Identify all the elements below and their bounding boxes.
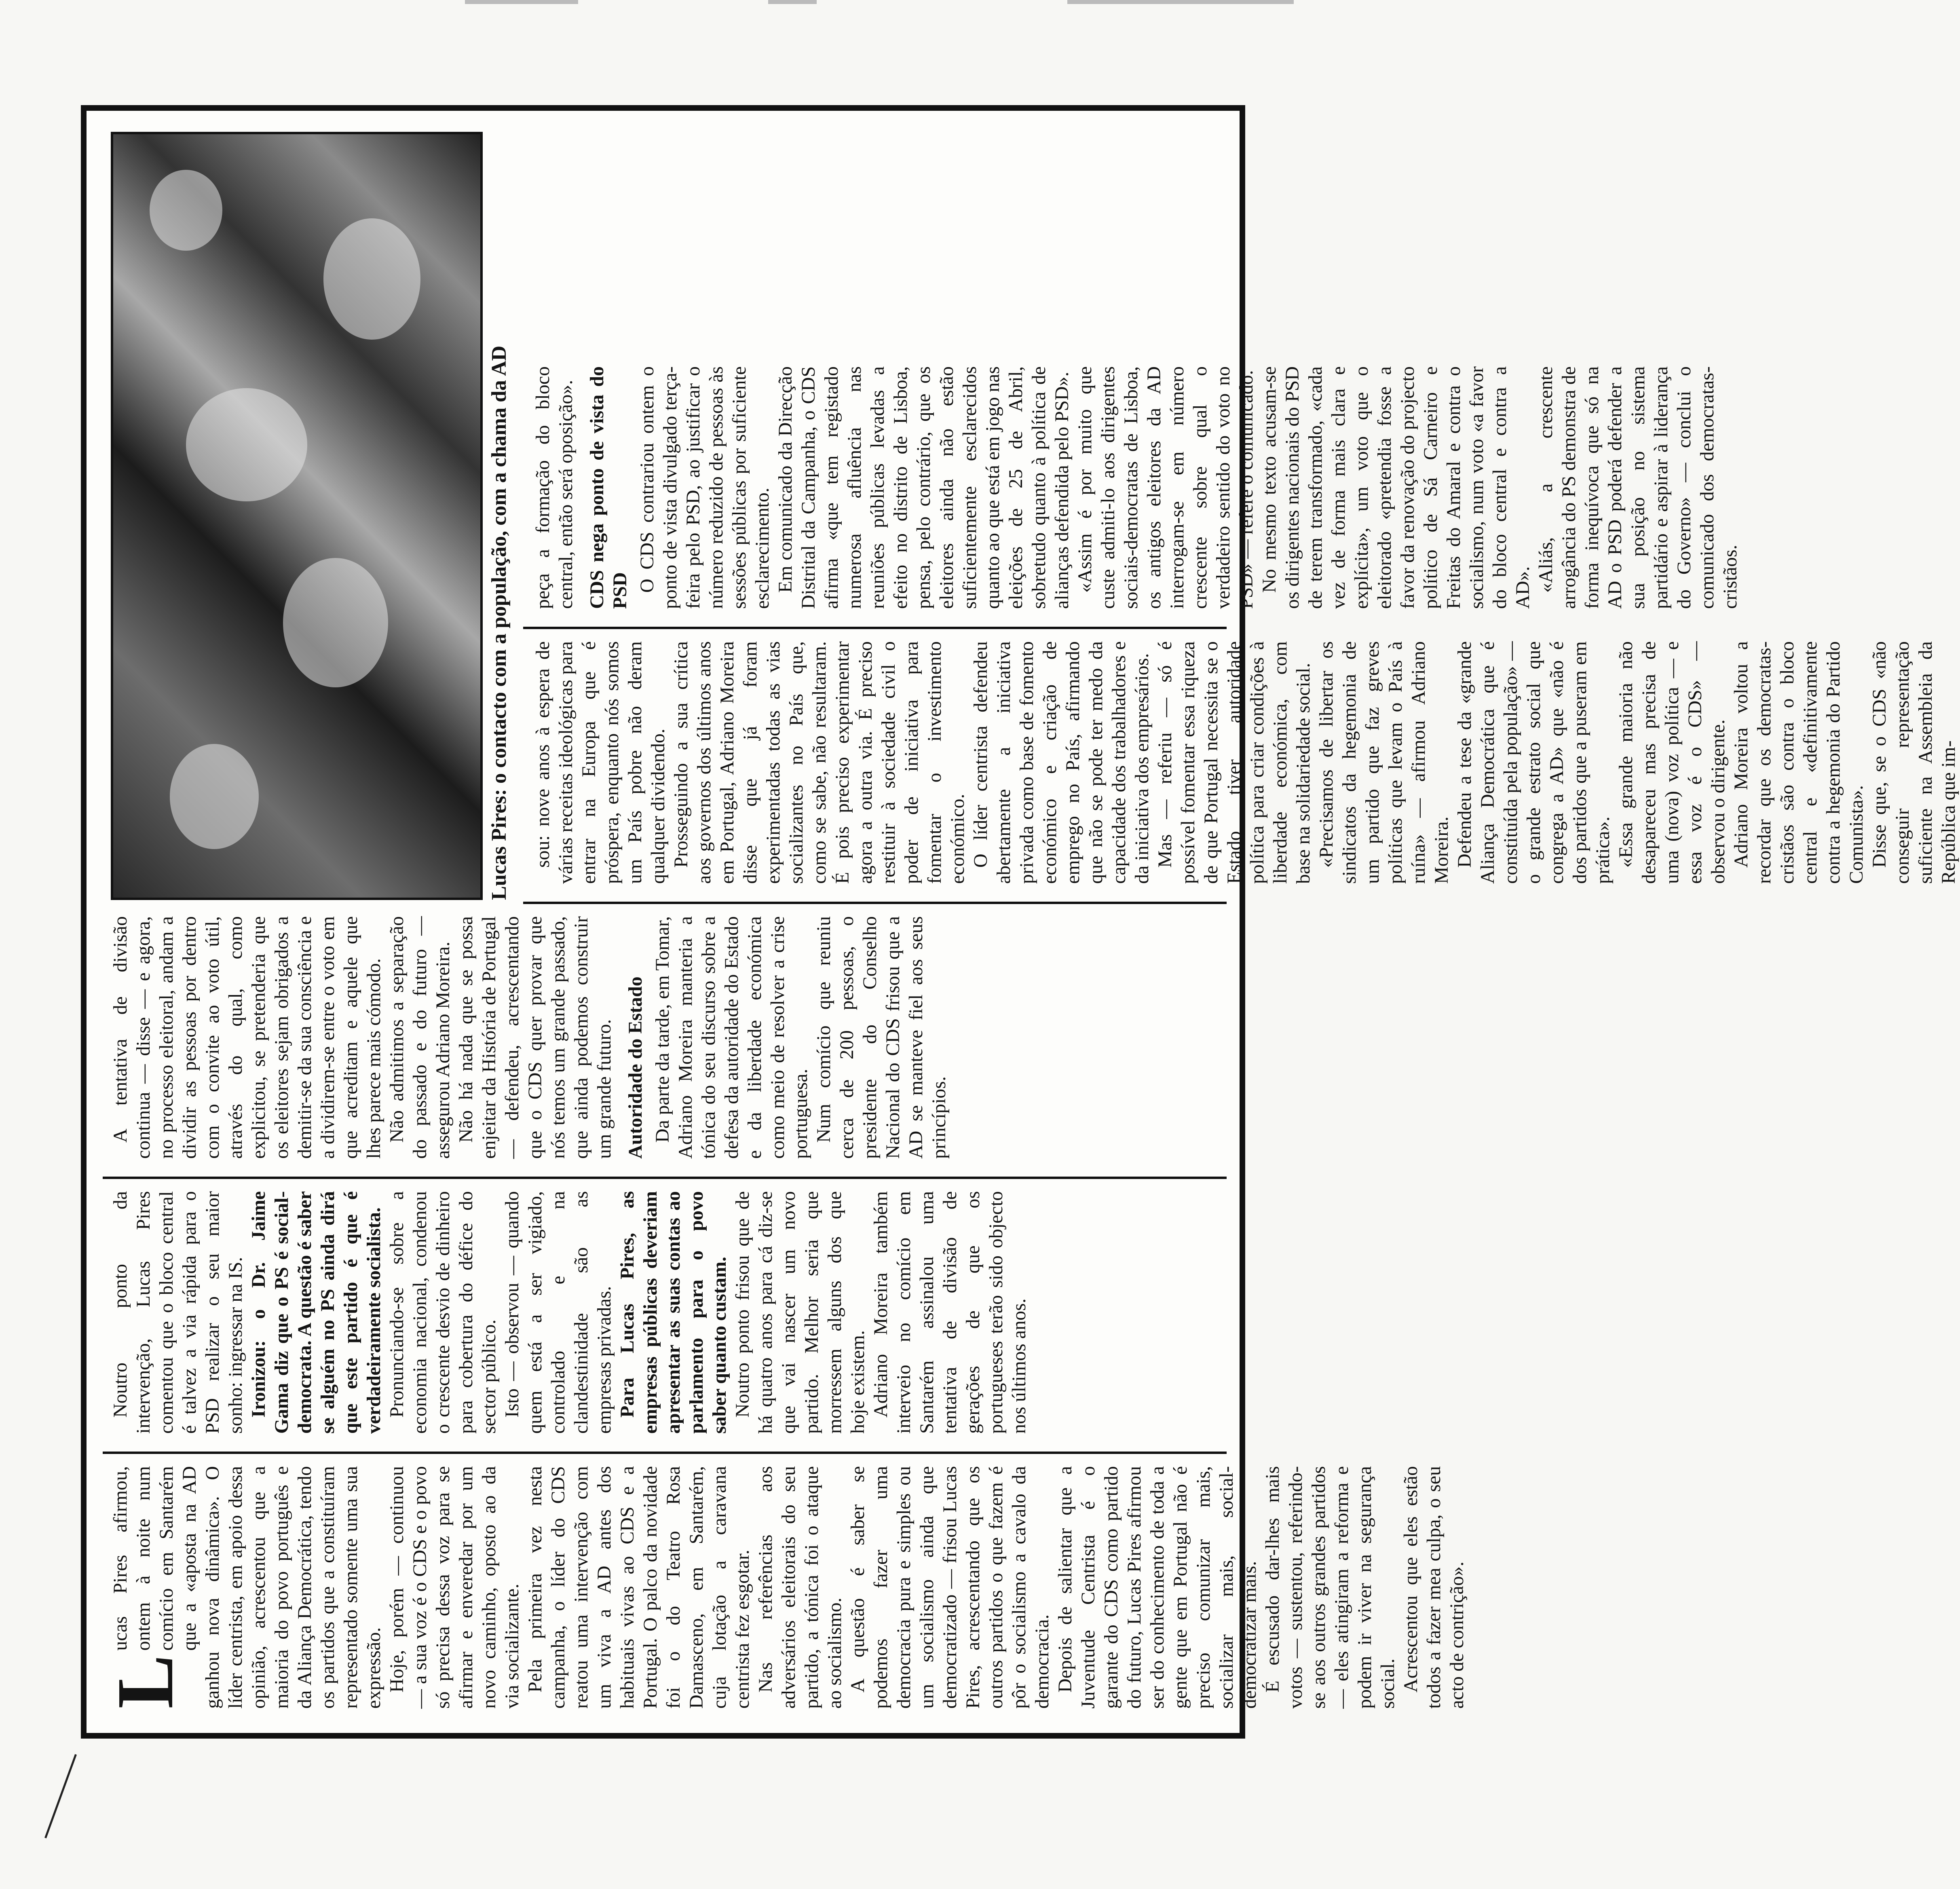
article-paragraph: Não admitimos a separação do passado e do futuro — assegurou Adriano Moreira. xyxy=(386,916,454,1159)
article-paragraph: Pela primeira vez nesta campanha, o líder do CDS reatou uma intervenção com um viva a AD antes dos habituais vivas ao CDS e a Portugal. O palco da novidade foi o do Teatro Rosa Damasceno, em Santarém, cuja lotação a caravana centrista fez esgotar. xyxy=(524,1466,753,1709)
article-paragraph: Num comício que reuniu cerca de 200 pessoas, o presidente do Conselho Nacional do CDS frisou que a AD se manteve fiel aos seus princípios. xyxy=(813,916,950,1159)
scan-edge-mark xyxy=(1067,0,1294,4)
article-paragraph: Em comunicado da Direcção Distrital da Campanha, o CDS afirma «que tem registado numerosa afluência nas reuniões públicas levadas a efeito no distrito de Lisboa, pensa, pelo contrário, que os eleitores ainda não estão suficientemente esclarecidos quanto ao que está em jogo nas eleições de 25 de Abril, sobretudo quanto à política de alianças defendida pelo PSD». xyxy=(775,366,1073,609)
article-paragraph: peça a formação do bloco central, então será oposição». xyxy=(532,366,577,609)
pen-stroke-mark xyxy=(44,1754,77,1838)
drop-cap: L xyxy=(101,1654,190,1709)
article-paragraph: A questão é saber se podemos fazer uma democracia pura e simples ou um socialismo ainda que democratizado — frisou Lucas Pires, acrescentando que os outros partidos o que fazem é pôr o socialismo a cavalo da democracia. xyxy=(847,1466,1053,1709)
article-column-5 xyxy=(531,366,1741,609)
article-paragraph: Mas — referiu — só é possível fomentar essa riqueza de que Portugal necessita se o Estado tiver autoridade política para criar condições à liberdade económica, com base na solidariedade social. xyxy=(1154,641,1314,884)
article-paragraph: Noutro ponto da intervenção, Lucas Pires comentou que o bloco central é talvez a via rápida para o PSD realizar o seu maior sonho: ingressar na IS. xyxy=(110,1191,246,1434)
article-paragraph: Adriano Moreira voltou a recordar que os democratas-cristãos são contra o bloco central e «definitivamente contra a hegemonia do Partido Comunista». xyxy=(1730,641,1867,884)
article-paragraph: É escusado dar-lhes mais votos — sustentou, referindo-se aos outros grandes partidos — eles atingiram a reforma e podem ir viver na segurança social. xyxy=(1262,1466,1398,1709)
article-paragraph: Ironizou: o Dr. Jaime Gama diz que o PS é social-democrata. A questão é saber se alguém no PS ainda dirá que este partido é que é verdadeiramente socialista. xyxy=(248,1191,384,1434)
column-rule xyxy=(103,1177,1227,1179)
column-rule xyxy=(103,1452,1227,1454)
column-rule xyxy=(523,902,1227,904)
article-paragraph: Prosseguindo a sua crítica aos governos dos últimos anos em Portugal, Adriano Moreira disse que já foram experimentadas todas as vias socializantes no País que, como se sabe, não resultaram. É pois preciso experimentar agora a outra via. É preciso restituir à sociedade civil o poder de iniciativa para fomentar o investimento económico. xyxy=(670,641,968,884)
article-paragraph: O CDS contrariou ontem o ponto de vista divulgado terça-feira pelo PSD, ao justificar o número reduzido de pessoas às sessões públicas por suficiente esclarecimento. xyxy=(636,366,773,609)
newspaper-clipping xyxy=(81,105,1959,1739)
article-paragraph: «Assim é por muito que custe admiti-lo aos dirigentes sociais-democratas de Lisboa, os antigos eleitores da AD interrogam-se em número crescente sobre qual o verdadeiro sentido do voto no PSD» — refere o comunicado. xyxy=(1074,366,1257,609)
photo-caption: Lucas Pires: o contacto com a população, com a chama da AD xyxy=(488,345,511,900)
article-paragraph: Hoje, porém — continuou — a sua voz é o CDS e o povo só precisa dessa voz para se afirmar e enveredar por um novo caminho, oposto ao da via socializante. xyxy=(386,1466,523,1709)
article-paragraph: Isto — observou — quando quem está a ser vigiado, controlado e na clandestinidade são as empresas privadas. xyxy=(501,1191,615,1434)
section-subhead: Autoridade do Estado xyxy=(625,976,646,1159)
article-paragraph: «Aliás, a crescente arrogância do PS demonstra de forma inequívoca que só na AD o PSD poderá defender a sua posição no sistema partidário e aspirar à liderança do Governo» — conclui o comunicado dos democratas-cristãos. xyxy=(1535,366,1741,609)
scan-edge-mark xyxy=(465,0,578,4)
article-paragraph: Nas referências aos adversários eleitorais do seu partido, a tónica foi o ataque ao socialismo. xyxy=(755,1466,845,1709)
article-column-4 xyxy=(531,641,1959,884)
article-paragraph: Noutro ponto frisou que de há quatro anos para cá diz-se que vai nascer um novo partido. Melhor seria que morressem alguns dos que hoje existem. xyxy=(732,1191,868,1434)
article-paragraph: Disse que, se o CDS «não conseguir representação suficiente na Assembleia da República que im- xyxy=(1869,641,1959,884)
section-subhead: CDS nega ponto de vista do PSD xyxy=(586,366,631,609)
article-paragraph: «Precisamos de libertar os sindicatos da hegemonia de um partido que faz greves políticas que levam o País à ruína» — afirmou Adriano Moreira. xyxy=(1316,641,1452,884)
news-photo xyxy=(111,132,483,900)
article-paragraph: «Essa grande maioria não desapareceu mas precisa de uma (nova) voz política — e essa voz é o CDS» — observou o dirigente. xyxy=(1615,641,1729,884)
article-column-3 xyxy=(109,916,1217,1159)
article-paragraph: A tentativa de divisão continua — disse — e agora, no processo eleitoral, andam a dividir as pessoas por dentro com o convite ao voto útil, através do qual, como explicitou, se pretenderia que os eleitores sejam obrigados a demitir-se da sua consciência e a dividirem-se entre o voto em que acreditam e aquele que lhes parece mais cómodo. xyxy=(110,916,384,1159)
article-paragraph: No mesmo texto acusam-se os dirigentes nacionais do PSD de terem transformado, «cada vez de forma mais clara e explícita», um voto que o eleitorado «pretendia fosse a favor da renovação do projecto político de Sá Carneiro e Freitas do Amaral e contra o socialismo, num voto «a favor do bloco central e contra a AD». xyxy=(1259,366,1533,609)
article-paragraph: Pronunciando-se sobre a economia nacional, condenou o crescente desvio de dinheiro para cobertura do défice do sector público. xyxy=(386,1191,500,1434)
article-column-2 xyxy=(109,1191,1217,1434)
article-paragraph: Adriano Moreira também interveio no comício em Santarém assinalou uma tentativa de divisão de gerações de que os portugueses terão sido objecto nos últimos anos. xyxy=(870,1191,1030,1434)
scan-edge-mark xyxy=(768,0,817,4)
column-rule xyxy=(523,627,1227,629)
article-paragraph: Da parte da tarde, em Tomar, Adriano Moreira manteria a tónica do seu discurso sobre a defesa da autoridade do Estado e da liberdade económica como meio de resolver a crise portuguesa. xyxy=(652,916,811,1159)
article-paragraph: Defendeu a tese da «grande Aliança Democrática que é constituída pela população» — o grande estrato social que congrega a AD» que «não é dos partidos que a puseram em prática». xyxy=(1454,641,1614,884)
article-paragraph: Não há nada que se possa enjeitar da História de Portugal — defendeu, acrescentando que o CDS quer provar que nós temos um grande passado, que ainda podemos construir um grande futuro. xyxy=(455,916,615,1159)
article-paragraph: Para Lucas Pires, as empresas públicas deveriam apresentar as suas contas ao parlamento para o povo saber quanto custam. xyxy=(617,1191,730,1434)
article-column-1 xyxy=(101,1466,1468,1709)
article-paragraph: sou: nove anos à espera de várias receitas ideológicas para entrar na Europa que é próspera, enquanto nós somos um País pobre não deram qualquer dividendo. xyxy=(532,641,669,884)
article-paragraph: Acrescentou que eles estão todos a fazer mea culpa, o seu acto de contrição». xyxy=(1400,1466,1468,1709)
article-paragraph: Depois de salientar que a Juventude Centrista é o garante do CDS como partido do futuro, Lucas Pires afirmou ser do conhecimento de toda a gente que em Portugal não é preciso comunizar mais, socializar mais, social-democratizar mais. xyxy=(1054,1466,1260,1709)
article-paragraph: L ucas Pires afirmou, ontem à noite num comício em Santarém que a «aposta na AD ganhou nova dinâmica». O líder centrista, em apoio dessa opinião, acrescentou que a maioria do povo português e da Aliança Democrática, tendo os partidos que a constituíram representado somente uma sua expressão. xyxy=(101,1466,384,1709)
article-paragraph: O líder centrista defendeu abertamente a iniciativa privada como base de fomento económico e criação de emprego no País, afirmando que não se pode ter medo da capacidade dos trabalhadores e da iniciativa dos empresários. xyxy=(970,641,1153,884)
